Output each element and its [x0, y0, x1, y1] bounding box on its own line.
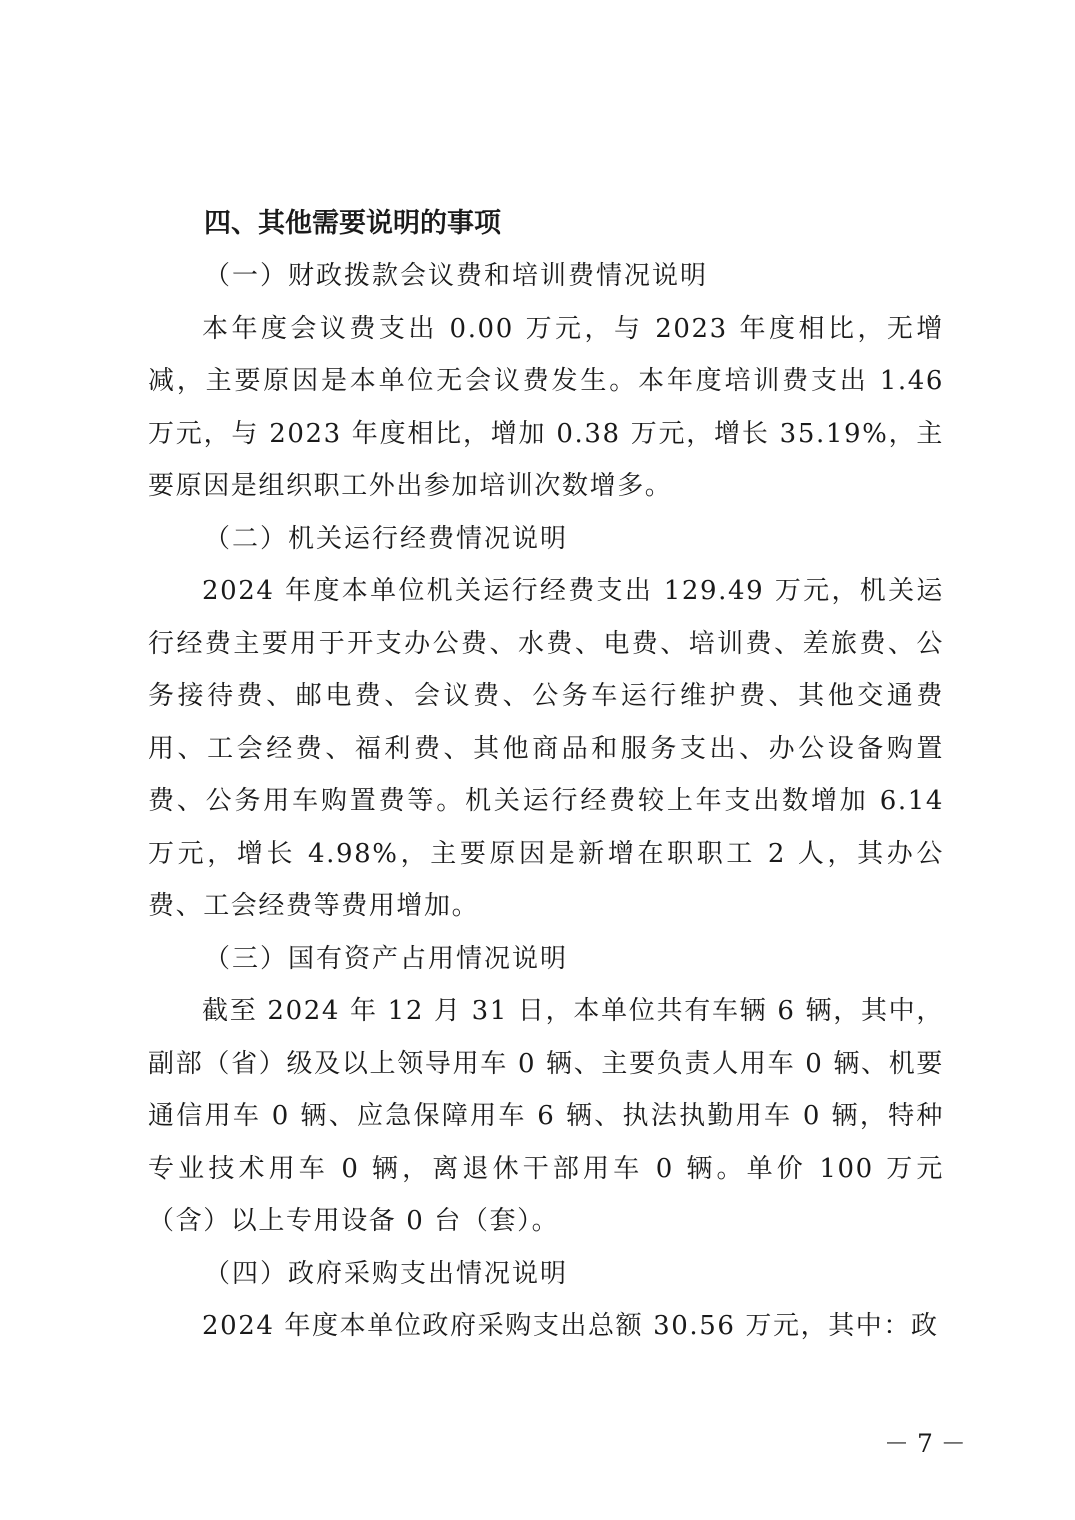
section-title: 四、其他需要说明的事项 — [204, 208, 501, 239]
page-number: － 7 － — [884, 1429, 966, 1458]
paragraph-state-assets: 截至 2024 年 12 月 31 日，本单位共有车辆 6 辆，其中，副部（省）级及以上领导用车 0 辆、主要负责人用车 0 辆、机要通信用车 0 辆、应急保障用车 6 辆、执法执勤用车 0 辆，特种专业技术用车 0 辆，离退休干部用车 0 辆。单价 100 万元（含）以上专用设备 0 台（套）。 — [148, 996, 944, 1236]
paragraph-meeting-training: 本年度会议费支出 0.00 万元，与 2023 年度相比，无增减，主要原因是本单位无会议费发生。本年度培训费支出 1.46 万元，与 2023 年度相比，增加 0.38 万元，增长 35.19%，主要原因是组织职工外出参加培训次数增多。 — [148, 313, 944, 501]
subsection-heading-state-assets: （三）国有资产占用情况说明 — [204, 943, 569, 974]
subsection-heading-operating-expenses: （二）机关运行经费情况说明 — [204, 523, 569, 554]
subsection-heading-meeting-training: （一）财政拨款会议费和培训费情况说明 — [204, 261, 709, 291]
document-body — [148, 198, 944, 1353]
subsection-heading-procurement: （四）政府采购支出情况说明 — [204, 1258, 569, 1289]
paragraph-procurement: 2024 年度本单位政府采购支出总额 30.56 万元，其中：政 — [202, 1311, 939, 1341]
paragraph-operating-expenses: 2024 年度本单位机关运行经费支出 129.49 万元，机关运行经费主要用于开支办公费、水费、电费、培训费、差旅费、公务接待费、邮电费、会议费、公务车运行维护费、其他交通费用、工会经费、福利费、其他商品和服务支出、办公设备购置费、公务用车购置费等。机关运行经费较上年支出数增加 6.14 万元，增长 4.98%，主要原因是新增在职职工 2 人，其办公费、工会经费等费用增加。 — [148, 576, 944, 921]
